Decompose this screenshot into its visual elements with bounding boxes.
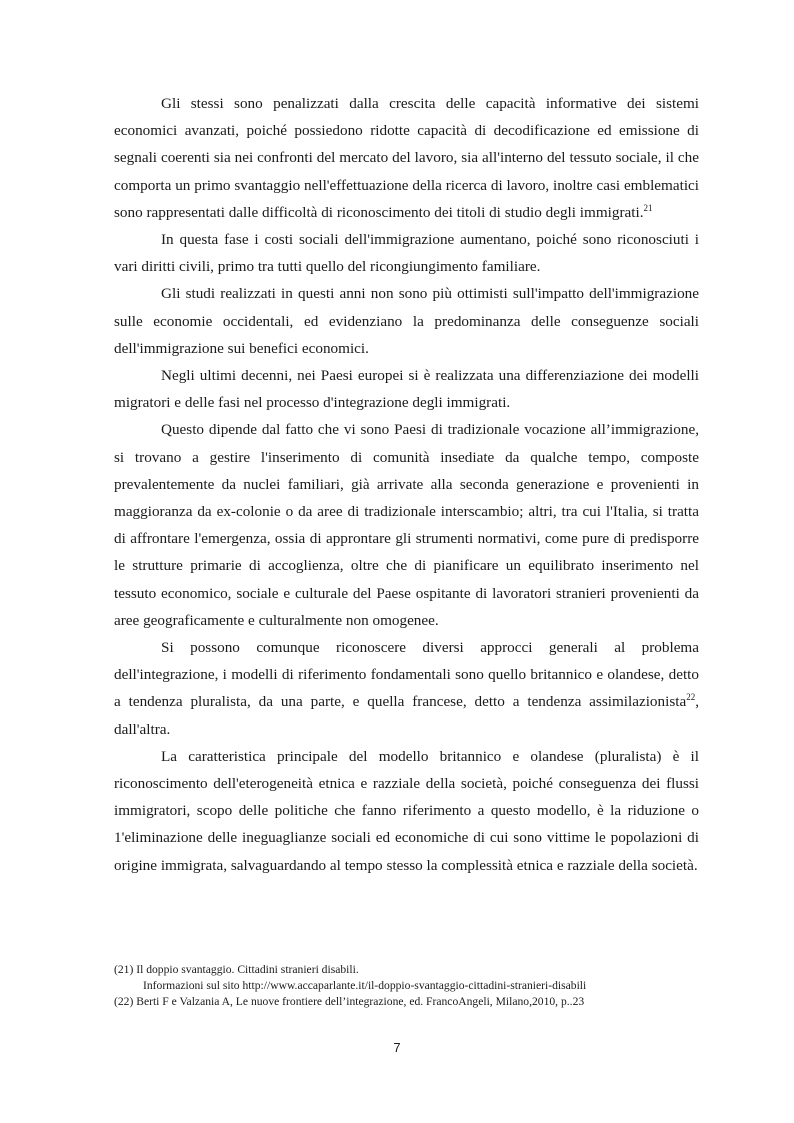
footnote-ref: 22 [686, 692, 696, 703]
paragraph: Questo dipende dal fatto che vi sono Paesi di tradizionale vocazione all’immigrazione, si trovano a gestire l'inserimento di comunità insediate da qualche tempo, composte prevalentemente da nuclei familiari, già arrivate alla seconda generazione e provenienti in maggioranza da ex-colonie o da aree di tradizionale interscambio; altri, tra cui l'Italia, si tratta di affrontare l'emergenza, ossia di approntare gli strumenti normativi, come pure di predisporre le strutture primarie di accoglienza, oltre che di pianificare un equilibrato inserimento nel tessuto economico, sociale e culturale del Paese ospitante di lavoratori stranieri provenienti da aree geograficamente e culturalmente non omogenee. [114, 421, 699, 629]
paragraph: La caratteristica principale del modello britannico e olandese (pluralista) è il riconoscimento dell'eterogeneità etnica e razziale della società, poiché conseguenza dei flussi immigratori, scopo delle politiche che fanno riferimento a questo modello, è la riduzione o 1'eliminazione delle ineguaglianze sociali ed economiche di cui sono vittime le popolazioni di origine immigrata, salvaguardando al tempo stesso la complessità etnica e razziale della società. [114, 747, 699, 874]
paragraph: Negli ultimi decenni, nei Paesi europei si è realizzata una differenziazione dei modelli migratori e delle fasi nel processo d'integrazione degli immigrati. [114, 367, 699, 412]
footnote-21-title: (21) Il doppio svantaggio. Cittadini stranieri disabili. [114, 963, 359, 976]
footnote-ref: 21 [643, 202, 653, 213]
paragraph: In questa fase i costi sociali dell'immigrazione aumentano, poiché sono riconosciuti i vari diritti civili, primo tra tutti quello del ricongiungimento familiare. [114, 231, 699, 276]
footnote-21-source: Informazioni sul sito http://www.accaparlante.it/il-doppio-svantaggio-cittadini-stranieri-disabili [143, 979, 587, 992]
paragraph: Gli studi realizzati in questi anni non sono più ottimisti sull'impatto dell'immigrazione sulle economie occidentali, ed evidenziano la predominanza delle conseguenze sociali dell'immigrazione sui benefici economici. [114, 285, 699, 357]
paragraph: Si possono comunque riconoscere diversi approcci generali al problema dell'integrazione, i modelli di riferimento fondamentali sono quello britannico e olandese, detto a tendenza pluralista, da una parte, e quella francese, detto a tendenza assimilazionista$^{22}$, dall'altra. [114, 639, 699, 738]
paragraph: Gli stessi sono penalizzati dalla crescita delle capacità informative dei sistemi economici avanzati, poiché possiedono ridotte capacità di decodificazione ed emissione di segnali coerenti sia nei confronti del mercato del lavoro, sia all'interno del tessuto sociale, il che comporta un primo svantaggio nell'effettuazione della ricerca di lavoro, inoltre casi emblematici sono rappresentati dalle difficoltà di riconoscimento dei titoli di studio degli immigrati.$^{21}$ [114, 95, 699, 221]
footnote-22: (22) Berti F e Valzania A, Le nuove frontiere dell’integrazione, ed. FrancoAngeli, Milano,2010, p..23 [114, 995, 585, 1008]
document-body [114, 90, 699, 879]
footnotes [114, 962, 699, 1010]
page-number: 7 [393, 1040, 401, 1055]
